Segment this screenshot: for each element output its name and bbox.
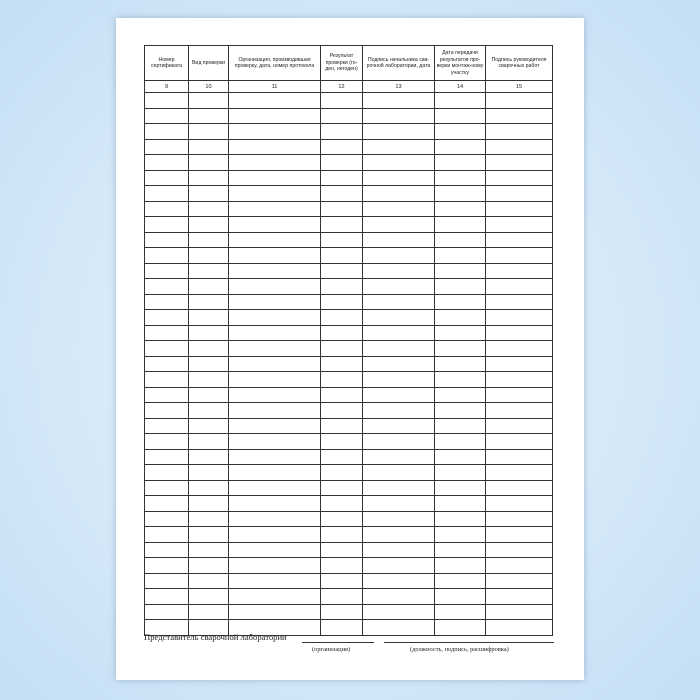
table-row [145,170,553,186]
table-cell[interactable] [321,325,363,341]
table-cell[interactable] [189,155,229,171]
table-cell[interactable] [363,527,435,543]
table-cell[interactable] [486,480,553,496]
table-row [145,124,553,140]
table-row [145,465,553,481]
table-cell[interactable] [145,604,189,620]
table-cell[interactable] [486,542,553,558]
table-cell[interactable] [189,372,229,388]
table-row [145,155,553,171]
table-cell[interactable] [229,325,321,341]
table-row [145,248,553,264]
table-cell[interactable] [486,527,553,543]
table-cell[interactable] [321,449,363,465]
table-cell[interactable] [363,387,435,403]
column-header-inspection-type: Вид проверки [189,46,229,81]
table-cell[interactable] [229,139,321,155]
table-cell[interactable] [435,232,486,248]
table-cell[interactable] [486,620,553,636]
table-cell[interactable] [229,542,321,558]
table-row [145,418,553,434]
table-cell[interactable] [229,217,321,233]
table-cell[interactable] [229,248,321,264]
table-cell[interactable] [189,217,229,233]
table-cell[interactable] [229,201,321,217]
table-cell[interactable] [363,480,435,496]
table-cell[interactable] [145,403,189,419]
table-cell[interactable] [486,294,553,310]
table-row [145,325,553,341]
column-number: 13 [363,81,435,93]
table-cell[interactable] [321,480,363,496]
table-row [145,186,553,202]
table-cell[interactable] [189,248,229,264]
table-row [145,139,553,155]
representative-label: Представитель сварочной лаборатории [144,632,287,642]
table-cell[interactable] [321,604,363,620]
table-cell[interactable] [486,356,553,372]
column-number: 14 [435,81,486,93]
table-row [145,279,553,295]
table-cell[interactable] [229,93,321,109]
table-cell[interactable] [435,372,486,388]
table-cell[interactable] [145,310,189,326]
table-cell[interactable] [486,217,553,233]
table-cell[interactable] [363,418,435,434]
table-cell[interactable] [145,155,189,171]
table-cell[interactable] [435,589,486,605]
table-cell[interactable] [145,279,189,295]
table-cell[interactable] [321,465,363,481]
table-cell[interactable] [321,403,363,419]
table-cell[interactable] [229,480,321,496]
table-cell[interactable] [486,403,553,419]
table-cell[interactable] [189,403,229,419]
table-cell[interactable] [145,248,189,264]
table-cell[interactable] [321,542,363,558]
column-header-lab-head-signature: Подпись начальника сва-рочной лаборатории, дата [363,46,435,81]
organization-signature-line [302,642,374,643]
table-cell[interactable] [363,589,435,605]
table-cell[interactable] [435,310,486,326]
table-cell[interactable] [229,279,321,295]
table-cell[interactable] [321,124,363,140]
table-cell[interactable] [363,573,435,589]
table-cell[interactable] [229,310,321,326]
organization-caption: (организация) [312,646,351,653]
table-cell[interactable] [189,341,229,357]
table-cell[interactable] [229,356,321,372]
table-cell[interactable] [145,217,189,233]
table-cell[interactable] [229,170,321,186]
table-cell[interactable] [321,620,363,636]
table-cell[interactable] [435,217,486,233]
column-number-row [145,81,553,93]
table-cell[interactable] [486,465,553,481]
position-caption: (должность, подпись, расшифровка) [410,646,509,653]
table-row [145,403,553,419]
table-cell[interactable] [189,170,229,186]
table-cell[interactable] [189,108,229,124]
table-cell[interactable] [189,511,229,527]
column-number: 15 [486,81,553,93]
table-cell[interactable] [435,279,486,295]
table-cell[interactable] [189,124,229,140]
table-cell[interactable] [486,263,553,279]
table-cell[interactable] [229,341,321,357]
table-cell[interactable] [435,356,486,372]
table-cell[interactable] [229,108,321,124]
table-cell[interactable] [189,480,229,496]
table-cell[interactable] [363,310,435,326]
table-cell[interactable] [321,263,363,279]
table-cell[interactable] [363,139,435,155]
table-cell[interactable] [229,434,321,450]
table-cell[interactable] [363,217,435,233]
table-cell[interactable] [363,604,435,620]
table-cell[interactable] [321,279,363,295]
table-cell[interactable] [486,170,553,186]
table-cell[interactable] [145,232,189,248]
table-cell[interactable] [435,527,486,543]
table-cell[interactable] [145,496,189,512]
table-cell[interactable] [229,511,321,527]
table-cell[interactable] [486,341,553,357]
table-cell[interactable] [145,186,189,202]
table-cell[interactable] [189,310,229,326]
table-cell[interactable] [189,604,229,620]
table-cell[interactable] [435,108,486,124]
table-row [145,310,553,326]
table-cell[interactable] [145,465,189,481]
table-cell[interactable] [145,201,189,217]
table-cell[interactable] [363,511,435,527]
table-cell[interactable] [486,248,553,264]
table-cell[interactable] [321,527,363,543]
header-row [145,46,553,81]
column-number: 10 [189,81,229,93]
table-cell[interactable] [435,511,486,527]
table-row [145,604,553,620]
table-cell[interactable] [321,186,363,202]
table-cell[interactable] [189,496,229,512]
position-signature-line [384,642,554,643]
table-cell[interactable] [321,232,363,248]
table-cell[interactable] [435,170,486,186]
table-cell[interactable] [321,356,363,372]
table-cell[interactable] [363,279,435,295]
table-cell[interactable] [189,573,229,589]
table-cell[interactable] [363,108,435,124]
table-cell[interactable] [145,325,189,341]
table-cell[interactable] [363,558,435,574]
table-cell[interactable] [435,449,486,465]
table-cell[interactable] [435,341,486,357]
table-cell[interactable] [435,248,486,264]
table-cell[interactable] [435,480,486,496]
table-cell[interactable] [145,558,189,574]
table-cell[interactable] [321,310,363,326]
table-cell[interactable] [486,186,553,202]
table-cell[interactable] [145,294,189,310]
table-cell[interactable] [145,387,189,403]
table-cell[interactable] [363,232,435,248]
table-cell[interactable] [321,372,363,388]
table-cell[interactable] [435,434,486,450]
table-cell[interactable] [486,387,553,403]
table-cell[interactable] [189,325,229,341]
table-cell[interactable] [435,465,486,481]
table-cell[interactable] [435,496,486,512]
table-cell[interactable] [486,108,553,124]
table-cell[interactable] [363,294,435,310]
table-cell[interactable] [486,418,553,434]
table-cell[interactable] [321,558,363,574]
column-header-inspection-result: Результат проверки (го-ден, негоден) [321,46,363,81]
table-cell[interactable] [145,341,189,357]
table-cell[interactable] [229,573,321,589]
table-cell[interactable] [435,604,486,620]
table-cell[interactable] [486,124,553,140]
table-cell[interactable] [435,542,486,558]
table-cell[interactable] [145,356,189,372]
table-cell[interactable] [145,511,189,527]
table-cell[interactable] [321,139,363,155]
table-cell[interactable] [435,201,486,217]
table-cell[interactable] [321,248,363,264]
table-cell[interactable] [363,93,435,109]
table-cell[interactable] [363,434,435,450]
table-cell[interactable] [435,403,486,419]
table-row [145,201,553,217]
table-row [145,542,553,558]
table-cell[interactable] [189,589,229,605]
table-cell[interactable] [321,418,363,434]
table-cell[interactable] [229,558,321,574]
table-cell[interactable] [321,387,363,403]
table-cell[interactable] [229,387,321,403]
column-number: 12 [321,81,363,93]
table-cell[interactable] [486,496,553,512]
table-cell[interactable] [486,589,553,605]
table-row [145,573,553,589]
table-cell[interactable] [435,294,486,310]
table-cell[interactable] [229,186,321,202]
table-cell[interactable] [145,124,189,140]
table-cell[interactable] [321,155,363,171]
table-cell[interactable] [321,434,363,450]
table-cell[interactable] [229,232,321,248]
table-cell[interactable] [435,155,486,171]
table-cell[interactable] [486,139,553,155]
table-cell[interactable] [363,186,435,202]
table-cell[interactable] [486,604,553,620]
table-cell[interactable] [486,573,553,589]
table-cell[interactable] [321,511,363,527]
table-cell[interactable] [321,217,363,233]
table-cell[interactable] [189,542,229,558]
table-cell[interactable] [321,108,363,124]
column-number: 9 [145,81,189,93]
table-cell[interactable] [435,620,486,636]
table-row [145,294,553,310]
table-row [145,108,553,124]
table-cell[interactable] [363,124,435,140]
table-cell[interactable] [321,294,363,310]
table-cell[interactable] [363,170,435,186]
table-row [145,217,553,233]
table-cell[interactable] [486,325,553,341]
table-cell[interactable] [435,139,486,155]
table-cell[interactable] [486,279,553,295]
table-cell[interactable] [363,372,435,388]
table-cell[interactable] [229,418,321,434]
column-header-inspecting-organization: Организация, производившая проверку, дата, номер протокола [229,46,321,81]
table-cell[interactable] [145,170,189,186]
table-cell[interactable] [229,604,321,620]
table-cell[interactable] [229,155,321,171]
table-cell[interactable] [435,263,486,279]
table-cell[interactable] [363,465,435,481]
table-cell[interactable] [229,124,321,140]
table-cell[interactable] [145,108,189,124]
table-cell[interactable] [145,372,189,388]
table-cell[interactable] [145,139,189,155]
table-cell[interactable] [229,294,321,310]
table-cell[interactable] [435,573,486,589]
table-cell[interactable] [229,403,321,419]
table-cell[interactable] [486,155,553,171]
table-cell[interactable] [145,527,189,543]
table-cell[interactable] [486,372,553,388]
table-cell[interactable] [486,201,553,217]
table-cell[interactable] [363,449,435,465]
table-cell[interactable] [363,201,435,217]
table-cell[interactable] [189,279,229,295]
table-cell[interactable] [486,93,553,109]
table-cell[interactable] [486,558,553,574]
table-cell[interactable] [189,465,229,481]
table-row [145,93,553,109]
table-cell[interactable] [145,418,189,434]
table-cell[interactable] [435,124,486,140]
journal-table [144,45,553,636]
table-row [145,496,553,512]
table-cell[interactable] [435,325,486,341]
table-row [145,232,553,248]
table-cell[interactable] [145,589,189,605]
table-row [145,356,553,372]
table-cell[interactable] [189,186,229,202]
table-row [145,480,553,496]
column-header-welding-supervisor-signature: Подпись руководителя сварочных работ [486,46,553,81]
table-cell[interactable] [321,170,363,186]
table-cell[interactable] [229,527,321,543]
table-cell[interactable] [189,232,229,248]
table-row [145,263,553,279]
table-row [145,449,553,465]
table-cell[interactable] [363,325,435,341]
table-cell[interactable] [486,511,553,527]
table-cell[interactable] [321,201,363,217]
column-header-transfer-date: Дата передачи результатов про-верки монтаж-ному участку [435,46,486,81]
table-cell[interactable] [189,294,229,310]
table-cell[interactable] [229,372,321,388]
table-cell[interactable] [321,341,363,357]
table-cell[interactable] [189,139,229,155]
table-row [145,527,553,543]
table-cell[interactable] [229,465,321,481]
column-number: 11 [229,81,321,93]
table-cell[interactable] [189,93,229,109]
column-header-certificate-number: Номер сертификата [145,46,189,81]
table-cell[interactable] [363,341,435,357]
table-cell[interactable] [229,589,321,605]
table-cell[interactable] [189,418,229,434]
table-row [145,372,553,388]
table-cell[interactable] [229,496,321,512]
table-cell[interactable] [189,527,229,543]
table-row [145,511,553,527]
table-cell[interactable] [435,93,486,109]
table-cell[interactable] [145,480,189,496]
table-cell[interactable] [145,93,189,109]
table-cell[interactable] [363,620,435,636]
table-cell[interactable] [363,403,435,419]
table-cell[interactable] [363,155,435,171]
table-cell[interactable] [363,542,435,558]
table-cell[interactable] [486,310,553,326]
table-cell[interactable] [189,387,229,403]
table-row [145,341,553,357]
table-cell[interactable] [189,263,229,279]
table-cell[interactable] [435,387,486,403]
table-cell[interactable] [363,356,435,372]
table-cell[interactable] [363,248,435,264]
table-cell[interactable] [145,263,189,279]
table-cell[interactable] [229,263,321,279]
table-cell[interactable] [189,356,229,372]
document-sheet [116,18,584,680]
table-cell[interactable] [145,573,189,589]
table-row [145,558,553,574]
table-cell[interactable] [486,449,553,465]
table-cell[interactable] [435,558,486,574]
table-cell[interactable] [189,558,229,574]
table-cell[interactable] [363,263,435,279]
table-cell[interactable] [321,589,363,605]
table-row [145,387,553,403]
table-cell[interactable] [321,93,363,109]
table-cell[interactable] [435,418,486,434]
table-cell[interactable] [145,542,189,558]
table-cell[interactable] [189,434,229,450]
table-cell[interactable] [229,449,321,465]
table-cell[interactable] [321,573,363,589]
table-cell[interactable] [435,186,486,202]
table-cell[interactable] [189,449,229,465]
table-cell[interactable] [189,201,229,217]
table-cell[interactable] [321,496,363,512]
table-cell[interactable] [145,434,189,450]
table-row [145,434,553,450]
table-cell[interactable] [145,449,189,465]
table-cell[interactable] [486,434,553,450]
table-cell[interactable] [363,496,435,512]
table-cell[interactable] [486,232,553,248]
table-row [145,589,553,605]
